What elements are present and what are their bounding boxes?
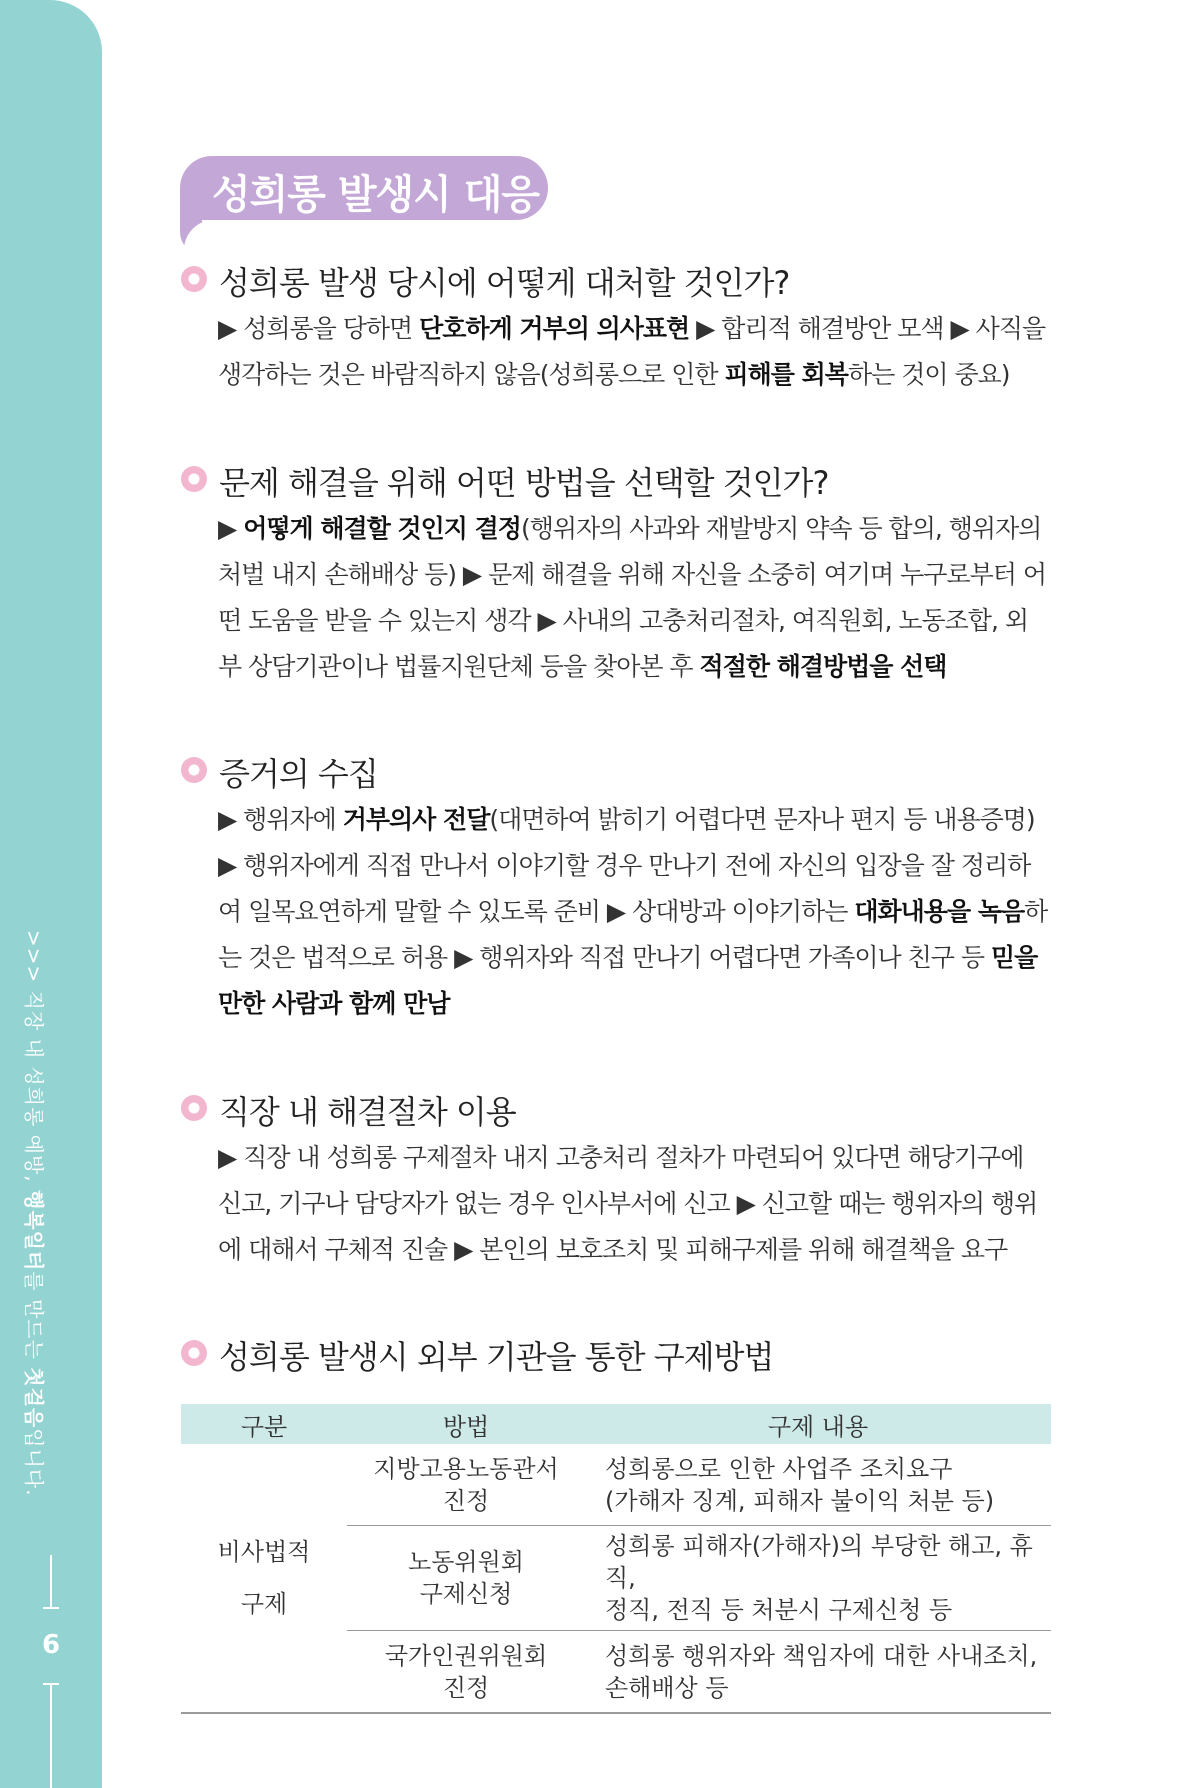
circle-bullet-icon bbox=[181, 1340, 207, 1366]
remedy-table bbox=[181, 1404, 1051, 1714]
circle-bullet-icon bbox=[181, 266, 207, 292]
section-title: 성희롱 발생시 외부 기관을 통한 구제방법 bbox=[219, 1338, 774, 1376]
method-line1: 노동위원회 bbox=[408, 1548, 524, 1576]
table-header-cell: 구분 bbox=[181, 1404, 347, 1444]
side-text-e: 입니다. bbox=[22, 1428, 46, 1497]
section-body bbox=[218, 797, 1048, 1027]
emphasis-text: 믿을 만한 사람과 함께 만남 bbox=[218, 943, 1038, 1018]
side-text-c: 를 만드는 bbox=[22, 1271, 46, 1368]
side-divider-top bbox=[50, 1555, 52, 1609]
table-method-cell bbox=[347, 1526, 585, 1631]
table-content-cell bbox=[585, 1631, 1051, 1714]
method-line2: 진정 bbox=[442, 1486, 490, 1515]
body-text: (대면하여 밝히기 어렵다면 문자나 편지 등 내용증명) ▶ 행위자에게 직접 만나서 이야기할 경우 만나기 전에 자신의 입장을 잘 정리하여 일목요연하게 말할 수 있도록 준비 ▶ 상대방과 이야기하는 bbox=[218, 805, 1035, 926]
side-band bbox=[0, 0, 102, 1788]
method-line1: 국가인권위원회 bbox=[384, 1641, 548, 1670]
emphasis-text: 어떻게 해결할 것인지 결정 bbox=[243, 514, 521, 543]
section-2 bbox=[181, 456, 1051, 690]
side-text-b: 행복일터 bbox=[22, 1190, 46, 1272]
section-body bbox=[218, 506, 1048, 690]
side-divider-top-cap bbox=[43, 1607, 59, 1609]
table-row bbox=[181, 1444, 1051, 1526]
page-number: 6 bbox=[41, 1630, 61, 1660]
body-text: ▶ 성희롱을 당하면 bbox=[218, 314, 420, 343]
body-text: ▶ 행위자에 bbox=[218, 805, 343, 834]
content-line2: 손해배상 등 bbox=[605, 1673, 729, 1702]
side-text-a: 직장 내 성희롱 예방, bbox=[22, 983, 46, 1190]
emphasis-text: 거부의사 전달 bbox=[342, 805, 490, 834]
emphasis-text: 단호하게 거부의 의사표현 bbox=[419, 314, 690, 343]
section-4 bbox=[181, 1085, 1051, 1273]
content-line2: 정직, 전직 등 처분시 구제신청 등 bbox=[605, 1596, 953, 1624]
content-line2: (가해자 징계, 피해자 불이익 처분 등) bbox=[605, 1486, 995, 1515]
section-3 bbox=[181, 747, 1051, 1027]
circle-bullet-icon bbox=[181, 466, 207, 492]
body-text: ▶ 합리적 해결방안 모색 ▶ 사직을 생각하는 것은 바람직하지 않음(성희롱으로 인한 bbox=[218, 314, 1046, 389]
side-text-d: 첫걸음 bbox=[22, 1367, 46, 1429]
body-text: 하는 것이 중요) bbox=[847, 360, 1010, 389]
body-text: 하는 것은 법적으로 허용 ▶ 행위자와 직접 만나기 어렵다면 가족이나 친구 등 bbox=[218, 897, 1048, 972]
table-header-row bbox=[181, 1404, 1051, 1444]
table-group-cell bbox=[181, 1444, 347, 1713]
table-method-cell bbox=[347, 1631, 585, 1714]
side-divider-bottom bbox=[50, 1683, 52, 1788]
banner-title: 성희롱 발생시 대응 bbox=[212, 172, 539, 218]
side-arrows: >>> bbox=[22, 930, 46, 984]
table-header-cell: 방법 bbox=[347, 1404, 585, 1444]
body-text: ▶ bbox=[218, 514, 244, 543]
group-label-line1: 비사법적 bbox=[217, 1538, 311, 1566]
table-header-cell: 구제 내용 bbox=[585, 1404, 1051, 1444]
method-line2: 구제신청 bbox=[419, 1580, 513, 1608]
section-body bbox=[218, 306, 1048, 398]
method-line1: 지방고용노동관서 bbox=[373, 1454, 559, 1483]
body-text: (행위자의 사과와 재발방지 약속 등 합의, 행위자의 처벌 내지 손해배상 등) ▶ 문제 해결을 위해 자신을 소중히 여기며 누구로부터 어떤 도움을 받을 수 있는지 생각 ▶ 사내의 고충처리절차, 여직원회, 노동조합, 외부 상담기관이나 법률지원단체 등을 찾아본 후 bbox=[218, 514, 1046, 681]
emphasis-text: 피해를 회복 bbox=[724, 360, 848, 389]
table-content-cell bbox=[585, 1444, 1051, 1526]
side-slogan bbox=[21, 930, 50, 1497]
method-line2: 진정 bbox=[442, 1673, 490, 1702]
table-method-cell bbox=[347, 1444, 585, 1526]
content-line1: 성희롱 행위자와 책임자에 대한 사내조치, bbox=[605, 1641, 1038, 1670]
body-text: ▶ 직장 내 성희롱 구제절차 내지 고충처리 절차가 마련되어 있다면 해당기구에 신고, 기구나 담당자가 없는 경우 인사부서에 신고 ▶ 신고할 때는 행위자의 행위에 대해서 구체적 진술 ▶ 본인의 보호조치 및 피해구제를 위해 해결책을 요구 bbox=[218, 1143, 1038, 1264]
emphasis-text: 적절한 해결방법을 선택 bbox=[699, 652, 947, 681]
circle-bullet-icon bbox=[181, 1095, 207, 1121]
circle-bullet-icon bbox=[181, 757, 207, 783]
content-line1: 성희롱으로 인한 사업주 조치요구 bbox=[605, 1454, 953, 1483]
section-5 bbox=[181, 1330, 1051, 1380]
content-line1: 성희롱 피해자(가해자)의 부당한 해고, 휴직, bbox=[605, 1532, 1033, 1592]
section-title: 성희롱 발생 당시에 어떻게 대처할 것인가? bbox=[219, 264, 790, 302]
section-title: 증거의 수집 bbox=[219, 755, 378, 793]
emphasis-text: 대화내용을 녹음 bbox=[854, 897, 1025, 926]
section-1 bbox=[181, 256, 1051, 398]
section-title: 문제 해결을 위해 어떤 방법을 선택할 것인가? bbox=[219, 464, 829, 502]
table-content-cell bbox=[585, 1526, 1051, 1631]
section-body bbox=[218, 1135, 1048, 1273]
group-label-line2: 구제 bbox=[240, 1590, 288, 1618]
section-title: 직장 내 해결절차 이용 bbox=[219, 1093, 516, 1131]
